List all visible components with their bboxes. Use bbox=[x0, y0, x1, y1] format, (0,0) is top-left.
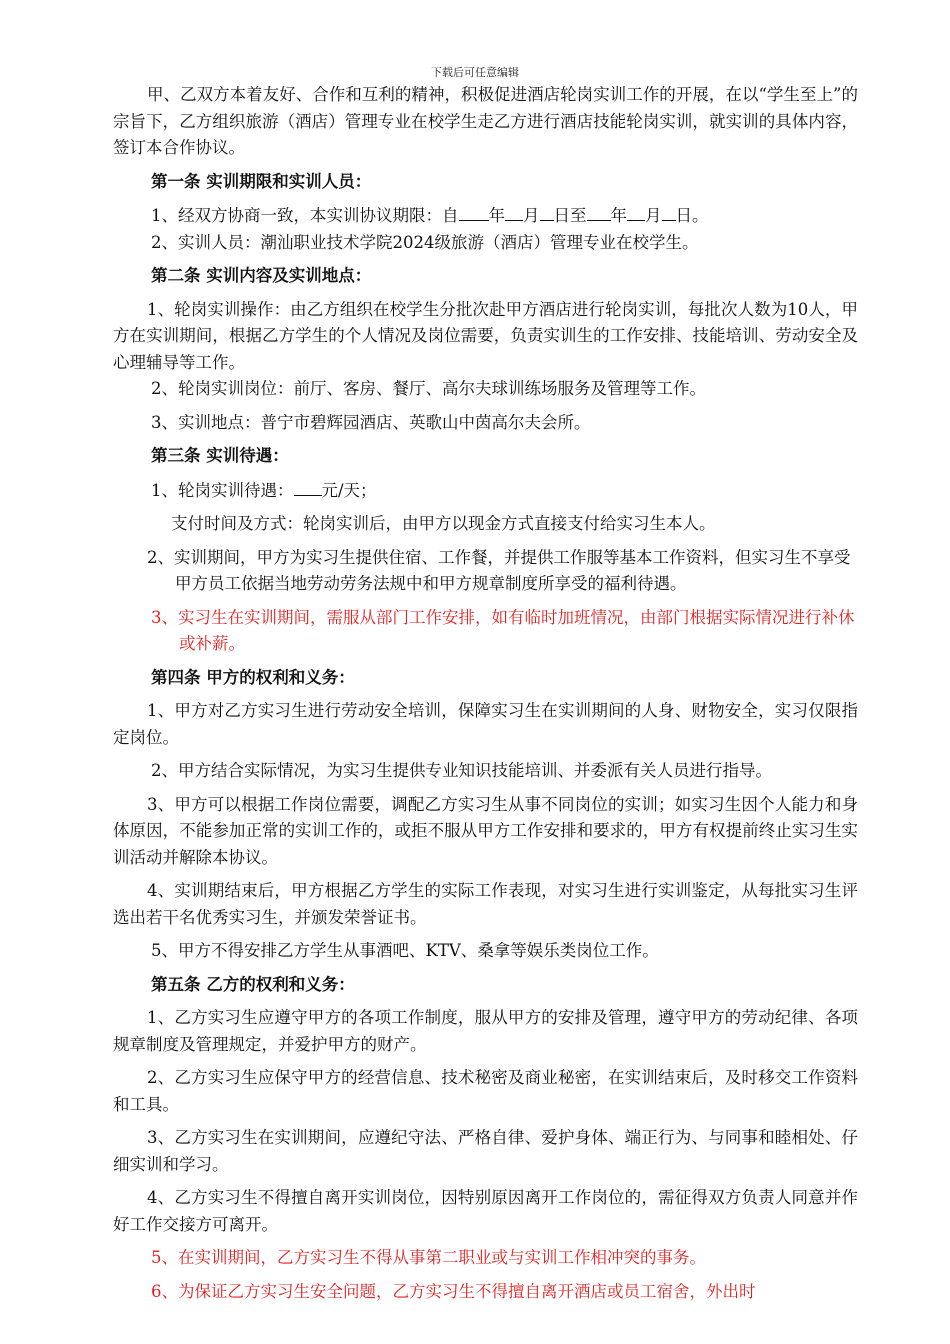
intro-paragraph: 甲、乙双方本着友好、合作和互利的精神，积极促进酒店轮岗实训工作的开展，在以“学生至上”的宗旨下，乙方组织旅游（酒店）管理专业在校学生走乙方进行酒店技能轮岗实训，就实训的具体内容，签订本合作协议。 bbox=[113, 85, 858, 157]
article-5-item-3: 3、乙方实习生在实训期间，应遵纪守法、严格自律、爱护身体、端正行为、与同事和睦相处、仔细实训和学习。 bbox=[113, 1128, 858, 1174]
article-4-item-4: 4、实训期结束后，甲方根据乙方学生的实际工作表现，对实习生进行实训鉴定，从每批实习生评选出若干名优秀实习生，并颁发荣誉证书。 bbox=[113, 881, 858, 927]
article-2-item-2: 2、轮岗实训岗位：前厅、客房、餐厅、高尔夫球训练场服务及管理等工作。 bbox=[151, 379, 706, 398]
article-4-item-3: 3、甲方可以根据工作岗位需要，调配乙方实习生从事不同岗位的实训；如实习生因个人能力和身体原因，不能参加正常的实训工作的，或拒不服从甲方工作安排和要求的，甲方有权提前终止实习生实训活动并解除本协议。 bbox=[113, 794, 858, 867]
article-3-item-3: 3、实习生在实训期间，需服从部门工作安排，如有临时加班情况，由部门根据实际情况进行补休或补薪。 bbox=[151, 607, 855, 653]
article-2-title: 第二条 实训内容及实训地点： bbox=[151, 266, 372, 285]
article-1-item-1: 1、经双方协商一致，本实训协议期限：自 年 月 日至 年 月 日。 bbox=[113, 202, 858, 230]
article-4-title: 第四条 甲方的权利和义务： bbox=[151, 667, 355, 687]
article-1-title: 第一条 实训期限和实训人员： bbox=[151, 171, 372, 191]
article-3-payment: 支付时间及方式：轮岗实训后，由甲方以现金方式直接支付给实习生本人。 bbox=[171, 514, 716, 533]
article-5-item-4: 4、乙方实习生不得擅自离开实训岗位，因特别原因离开工作岗位的，需征得双方负责人同意并作好工作交接方可离开。 bbox=[113, 1188, 858, 1234]
article-1-item-2: 2、实训人员：潮汕职业技术学院2024级旅游（酒店）管理专业在校学生。 bbox=[151, 232, 699, 252]
article-2-item-3: 3、实训地点：普宁市碧辉园酒店、英歌山中茵高尔夫会所。 bbox=[151, 412, 591, 432]
article-3-title: 第三条 实训待遇： bbox=[151, 446, 289, 465]
article-5-item-2: 2、乙方实习生应保守甲方的经营信息、技术秘密及商业秘密，在实训结束后，及时移交工作资料和工具。 bbox=[113, 1068, 858, 1114]
article-2-item-1: 1、轮岗实训操作：由乙方组织在校学生分批次赴甲方酒店进行轮岗实训，每批次人数为10人，甲方在实训期间，根据乙方学生的个人情况及岗位需要，负责实训生的工作安排、技能培训、劳动安全及心理辅导等工作。 bbox=[113, 299, 858, 372]
article-4-item-2: 2、甲方结合实际情况，为实习生提供专业知识技能培训、并委派有关人员进行指导。 bbox=[151, 761, 772, 780]
article-3-item-1: 1、轮岗实训待遇： 元/天； bbox=[113, 477, 858, 505]
agreement-body bbox=[113, 82, 858, 1305]
page-header: 下载后可任意编辑 bbox=[431, 66, 519, 79]
article-3-item-2: 2、实训期间，甲方为实习生提供住宿、工作餐，并提供工作服等基本工作资料，但实习生不享受甲方员工依据当地劳动劳务法规中和甲方规章制度所享受的福利待遇。 bbox=[147, 547, 851, 593]
article-4-item-1: 1、甲方对乙方实习生进行劳动安全培训，保障实习生在实训期间的人身、财物安全，实习仅限指定岗位。 bbox=[113, 701, 858, 747]
article-5-item-1: 1、乙方实习生应遵守甲方的各项工作制度，服从甲方的安排及管理，遵守甲方的劳动纪律、各项规章制度及管理规定，并爱护甲方的财产。 bbox=[113, 1008, 858, 1054]
article-5-item-6: 6、为保证乙方实习生安全问题，乙方实习生不得擅自离开酒店或员工宿舍，外出时 bbox=[151, 1281, 756, 1301]
article-5-title: 第五条 乙方的权利和义务： bbox=[151, 974, 355, 994]
article-4-item-5: 5、甲方不得安排乙方学生从事酒吧、KTV、桑拿等娱乐类岗位工作。 bbox=[151, 941, 659, 960]
article-5-item-5: 5、在实训期间，乙方实习生不得从事第二职业或与实训工作相冲突的事务。 bbox=[151, 1248, 706, 1267]
